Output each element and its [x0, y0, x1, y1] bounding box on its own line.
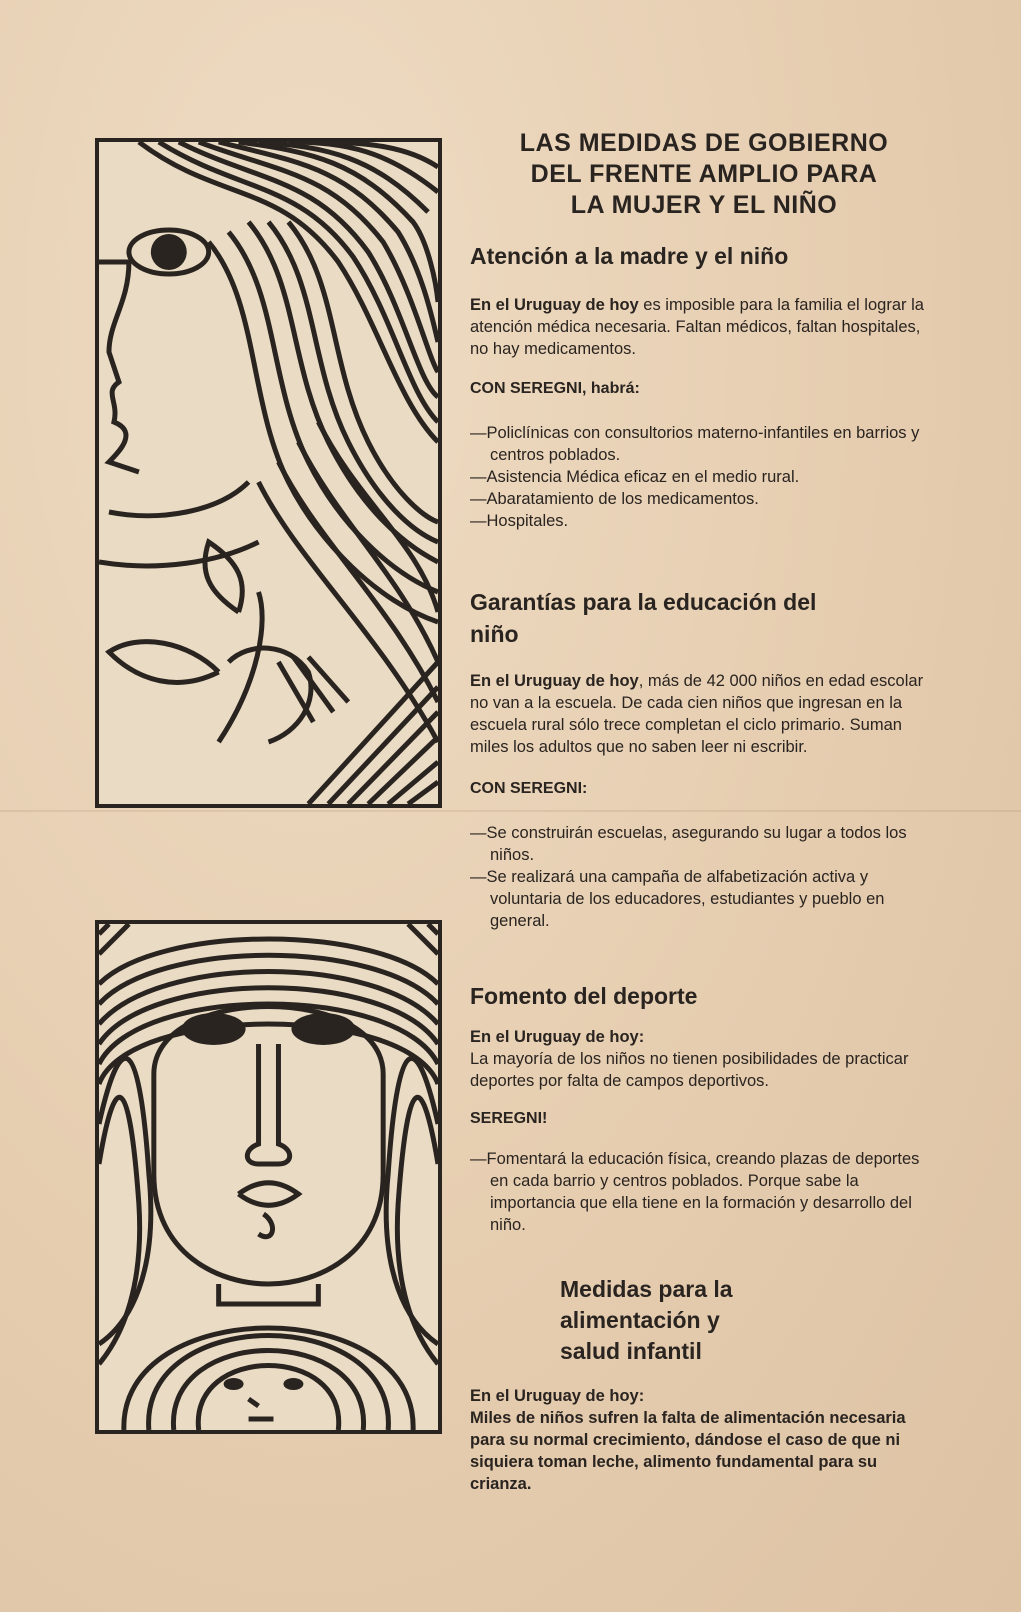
- main-title: [470, 128, 938, 221]
- list-item: —Hospitales.: [470, 512, 569, 530]
- list-item: —Policlínicas con consultorios materno-infantiles en barrios y centros poblados.: [470, 424, 920, 464]
- section-heading: Medidas para la alimentación y salud infantil: [560, 1276, 733, 1364]
- section-nutrition: [470, 1274, 938, 1495]
- list-item: —Se realizará una campaña de alfabetización activa y voluntaria de los educadores, estudiantes y pueblo en general.: [470, 868, 885, 930]
- section-intro: La mayoría de los niños no tienen posibilidades de practicar deportes por falta de campos deportivos.: [470, 1050, 909, 1090]
- title-line-2: DEL FRENTE AMPLIO PARA: [530, 160, 878, 188]
- text-column: [470, 128, 938, 221]
- title-line-1: LAS MEDIDAS DE GOBIERNO: [519, 129, 889, 157]
- section-intro: En el Uruguay de hoy es imposible para la familia el lograr la atención médica necesaria. Faltan médicos, faltan hospitales, no hay medicamentos.: [470, 296, 924, 358]
- measures-list: [470, 1148, 938, 1236]
- section-label: CON SEREGNI:: [470, 780, 588, 797]
- section-intro-lead: En el Uruguay de hoy:: [470, 1387, 645, 1405]
- illustration-mother-and-child: [95, 920, 442, 1434]
- section-maternal-care: [470, 240, 938, 532]
- mother-child-drawing: [99, 924, 438, 1430]
- list-item: —Abaratamiento de los medicamentos.: [470, 490, 759, 508]
- section-label: CON SEREGNI, habrá:: [470, 380, 640, 397]
- section-heading: Garantías para la educación del niño: [470, 589, 817, 647]
- section-intro-lead: En el Uruguay de hoy:: [470, 1028, 645, 1046]
- section-heading: Fomento del deporte: [470, 983, 698, 1009]
- illustration-woman-with-leaf: [95, 138, 442, 808]
- list-item: —Se construirán escuelas, asegurando su lugar a todos los niños.: [470, 824, 907, 864]
- woman-profile-drawing: [99, 142, 438, 804]
- measures-list: [470, 422, 938, 532]
- section-intro: En el Uruguay de hoy, más de 42 000 niños en edad escolar no van a la escuela. De cada cien niños que ingresan en la escuela rural sólo trece completan el ciclo primario. Suman miles los adultos que no saben leer ni escribir.: [470, 672, 924, 756]
- measures-list: [470, 822, 938, 932]
- title-line-3: LA MUJER Y EL NIÑO: [570, 191, 838, 219]
- section-heading: Atención a la madre y el niño: [470, 243, 789, 269]
- section-sport: [470, 980, 938, 1236]
- section-intro: Miles de niños sufren la falta de alimentación necesaria para su normal crecimiento, dándose el caso de que ni siquiera toman leche, alimento fundamental para su crianza.: [470, 1409, 906, 1493]
- section-education: [470, 586, 938, 932]
- section-label: SEREGNI!: [470, 1110, 548, 1127]
- list-item: —Asistencia Médica eficaz en el medio rural.: [470, 468, 800, 486]
- list-item: —Fomentará la educación física, creando plazas de deportes en cada barrio y centros poblados. Porque sabe la importancia que ella tiene en la formación y desarrollo del niño.: [470, 1150, 920, 1234]
